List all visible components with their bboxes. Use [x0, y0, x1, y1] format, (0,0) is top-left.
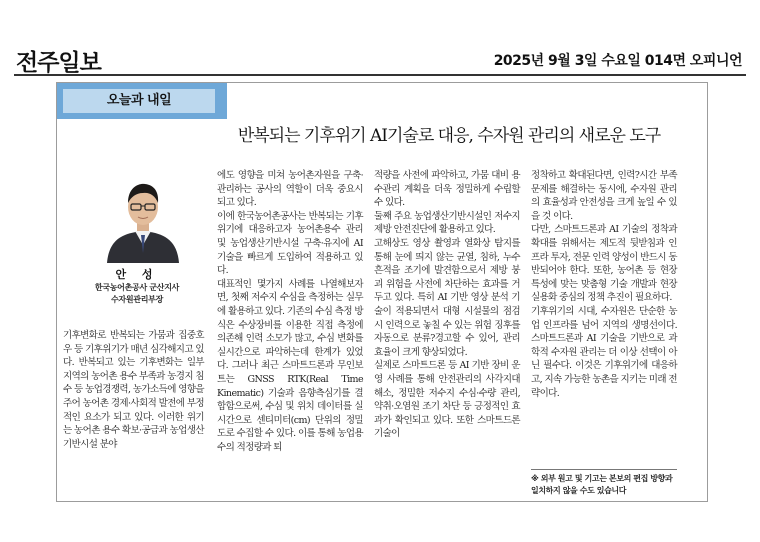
body-paragraph: 에도 영향을 미쳐 농어촌자원을 구축·관리하는 공사의 역할이 더욱 중요시되고 있다. [217, 170, 363, 209]
body-column-3 [374, 169, 520, 441]
masthead-divider [14, 74, 746, 76]
body-paragraph: 둘째 주요 농업생산기반시설인 저수지 제방 안전진단에 활용하고 있다. [374, 210, 520, 236]
issue-date-page-line: 2025년 9월 3일 수요일 014면 오피니언 [493, 53, 742, 69]
author-org-line: 한국농어촌공사 군산지사 [94, 283, 180, 292]
author-affiliation [57, 282, 217, 306]
body-paragraph: 이에 한국농어촌공사는 반복되는 기후위기에 대응하고자 농어촌용수 관리 및 농업생산기반시설 구축·유지에 AI기술을 빠르게 도입하여 적용하고 있다. [217, 210, 363, 277]
body-paragraph: 실제로 스마트드론 등 AI 기반 장비 운영 사례를 통해 안전관리의 사각지대 해소, 정밀한 저수지 수심·수량 관리, 약취·오염원 조기 차단 등 긍정적인 효과가 확인되고 있다. 또한 스마트드론 기술이 [374, 360, 520, 440]
body-paragraph: 다만, 스마트드론과 AI 기술의 정착과 확대를 위해서는 제도적 뒷받침과 인프라 투자, 전문 인력 양성이 반드시 동반되어야 한다. 또한, 농어촌 등 현장 특성에 맞는 맞춤형 기술 개발과 현장 실용화 중심의 정책 추진이 필요하다. [531, 224, 677, 304]
article-panel [56, 82, 708, 502]
newspaper-masthead: 전주일보 [16, 50, 101, 76]
body-column-1 [63, 329, 204, 451]
author-name: 안 성 [115, 268, 159, 281]
body-paragraph: 대표적인 몇가지 사례를 나열해보자면, 첫째 저수지 수심을 측정하는 실무에 활용하고 있다. 기존의 수심 측정 방식은 수상장비를 이용한 직접 측정에 의존해 인력 소모가 많고, 수심 변화를 실시간으로 파악하는데 한계가 있었다. 그러나 최근 스마트드론과 무인보트는 GNSS RTK(Real Time Kinematic) 기술과 음향측심기를 결합함으로써, 수심 및 위치 데이터를 실시간으로 센티미터(cm) 단위의 정밀도로 수집할 수 있다. 이를 통해 농업용수의 적정량과 퇴 [217, 278, 363, 453]
body-column-2 [217, 169, 363, 454]
author-title-line: 수자원관리부장 [111, 295, 163, 304]
body-paragraph: 기후위기의 시대, 수자원은 단순한 농업 인프라를 넘어 지역의 생명선이다. 스마트드론과 AI 기술을 기반으로 과학적 수자원 관리는 더 이상 선택이 아닌 필수다. 이것은 기후위기에 대응하고, 지속 가능한 농촌을 지키는 미래 전략이다. [531, 305, 677, 399]
body-column-4 [531, 169, 677, 400]
body-paragraph: 기후변화로 반복되는 가뭄과 집중호우 등 기후위기가 매년 심각해지고 있다. 반복되고 있는 기후변화는 일부 지역의 농어촌 용수 부족과 농경지 침수 등 농업경쟁력, 농가소득에 영향을 주어 농어촌 경제·사회적 발전에 부정적인 요소가 되고 있다. 이러한 위기는 농어촌 용수 확보·공급과 농업생산기반시설 분야 [63, 330, 204, 450]
article-headline: 반복되는 기후위기 AI기술로 대응, 수자원 관리의 새로운 도구 [237, 126, 661, 146]
author-portrait-image [93, 173, 193, 263]
body-paragraph: 정착하고 확대된다면, 인력?시간 부족 문제를 해결하는 동시에, 수자원 관리의 효율성과 안전성을 크게 높일 수 있을 것 이다. [531, 170, 677, 222]
body-paragraph: 적량을 사전에 파악하고, 가뭄 대비 용수관리 계획을 더욱 정밀하게 수립할 수 있다. [374, 170, 520, 209]
author-photo [93, 173, 193, 263]
body-paragraph: 고해상도 영상 촬영과 열화상 탐지를 통해 눈에 띄지 않는 균열, 침하, 누수 흔적을 조기에 발견함으로서 제방 붕괴 위험을 사전에 차단하는 효과를 거두고 있다. 특히 AI 기반 영상 분석 기술이 적용되면서 대형 시설물의 점검시 인력으로 놓칠 수 있는 위험 징후를 자동으로 분류?경고할 수 있어, 관리 효율이 크게 향상되었다. [374, 237, 520, 358]
column-tag-label: 오늘과 내일 [63, 89, 215, 113]
editorial-disclaimer: ※ 외부 원고 및 기고는 본보의 편집 방향과 일치하지 않을 수도 있습니다 [531, 469, 677, 497]
column-tag [57, 83, 227, 119]
